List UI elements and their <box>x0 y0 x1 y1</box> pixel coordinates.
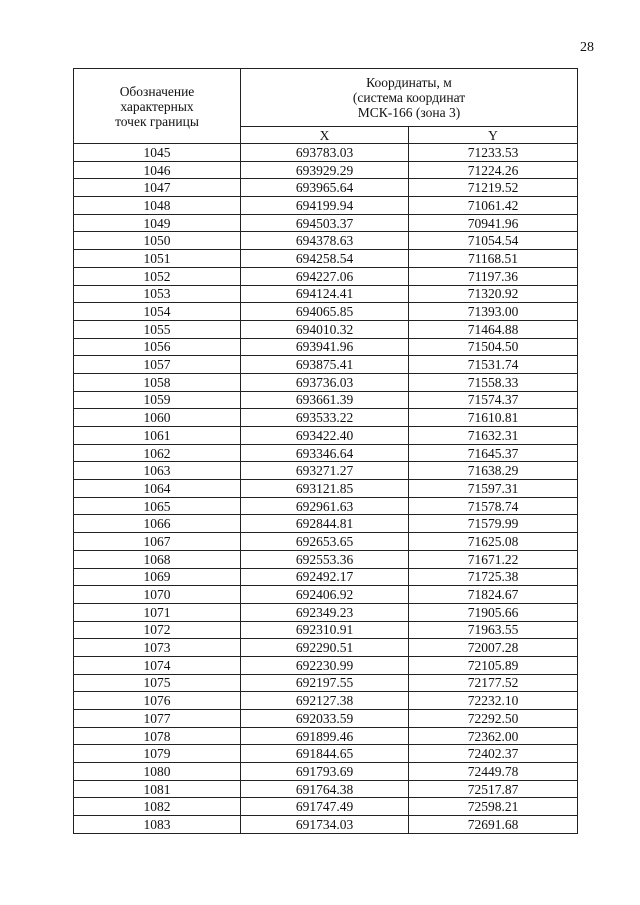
table-row <box>74 780 578 798</box>
point-id-cell: 1046 <box>74 161 241 179</box>
x-coordinate-cell: 692127.38 <box>241 692 409 710</box>
table-body <box>74 144 578 834</box>
table-row <box>74 232 578 250</box>
point-id-cell: 1068 <box>74 550 241 568</box>
table-row <box>74 656 578 674</box>
point-id-cell: 1069 <box>74 568 241 586</box>
y-coordinate-cell: 71233.53 <box>409 144 578 162</box>
table-row <box>74 427 578 445</box>
point-id-cell: 1051 <box>74 250 241 268</box>
x-coordinate-cell: 693533.22 <box>241 409 409 427</box>
x-coordinate-cell: 691899.46 <box>241 727 409 745</box>
y-coordinate-cell: 71061.42 <box>409 197 578 215</box>
point-id-cell: 1050 <box>74 232 241 250</box>
table-row <box>74 480 578 498</box>
y-coordinate-cell: 72691.68 <box>409 816 578 834</box>
y-coordinate-cell: 71574.37 <box>409 391 578 409</box>
y-coordinate-cell: 71464.88 <box>409 320 578 338</box>
table-row <box>74 639 578 657</box>
table-row <box>74 603 578 621</box>
x-coordinate-cell: 694378.63 <box>241 232 409 250</box>
page-number: 28 <box>580 40 594 55</box>
y-coordinate-cell: 71597.31 <box>409 480 578 498</box>
x-coordinate-cell: 692406.92 <box>241 586 409 604</box>
coord-header-line: МСК-166 (зона 3) <box>357 105 461 120</box>
x-coordinate-cell: 691764.38 <box>241 780 409 798</box>
point-id-cell: 1063 <box>74 462 241 480</box>
x-coordinate-cell: 692492.17 <box>241 568 409 586</box>
point-id-cell: 1057 <box>74 356 241 374</box>
x-coordinate-cell: 693965.64 <box>241 179 409 197</box>
coord-header-line: (система координат <box>352 90 466 105</box>
point-id-cell: 1053 <box>74 285 241 303</box>
y-coordinate-cell: 71578.74 <box>409 497 578 515</box>
y-coordinate-cell: 71632.31 <box>409 427 578 445</box>
point-id-cell: 1059 <box>74 391 241 409</box>
point-header-line: характерных <box>120 98 194 114</box>
y-coordinate-cell: 71824.67 <box>409 586 578 604</box>
point-header-line: точек границы <box>115 113 199 129</box>
y-coordinate-cell: 72292.50 <box>409 710 578 728</box>
point-id-cell: 1056 <box>74 338 241 356</box>
x-coordinate-cell: 693941.96 <box>241 338 409 356</box>
coordinates-table <box>73 68 578 834</box>
x-coordinate-cell: 692844.81 <box>241 515 409 533</box>
table-row <box>74 798 578 816</box>
x-coordinate-cell: 692290.51 <box>241 639 409 657</box>
y-coordinate-cell: 71625.08 <box>409 533 578 551</box>
y-coordinate-cell: 72105.89 <box>409 656 578 674</box>
table-row <box>74 444 578 462</box>
point-id-cell: 1062 <box>74 444 241 462</box>
x-coordinate-cell: 693422.40 <box>241 427 409 445</box>
point-id-cell: 1052 <box>74 267 241 285</box>
point-id-cell: 1049 <box>74 214 241 232</box>
x-coordinate-cell: 694065.85 <box>241 303 409 321</box>
x-coordinate-cell: 692553.36 <box>241 550 409 568</box>
table-row <box>74 533 578 551</box>
table-row <box>74 409 578 427</box>
y-coordinate-cell: 71320.92 <box>409 285 578 303</box>
y-coordinate-cell: 71197.36 <box>409 267 578 285</box>
table-row <box>74 250 578 268</box>
point-id-cell: 1045 <box>74 144 241 162</box>
x-coordinate-cell: 692310.91 <box>241 621 409 639</box>
coord-header-line: Координаты, м <box>366 75 452 90</box>
y-coordinate-cell: 72517.87 <box>409 780 578 798</box>
table-row <box>74 356 578 374</box>
table-row <box>74 267 578 285</box>
table-row <box>74 320 578 338</box>
y-coordinate-cell: 71905.66 <box>409 603 578 621</box>
y-coordinate-cell: 72449.78 <box>409 763 578 781</box>
point-id-cell: 1047 <box>74 179 241 197</box>
point-id-cell: 1073 <box>74 639 241 657</box>
coordinates-header <box>241 69 578 127</box>
point-id-cell: 1061 <box>74 427 241 445</box>
x-coordinate-cell: 694258.54 <box>241 250 409 268</box>
y-coordinate-cell: 71558.33 <box>409 373 578 391</box>
point-id-cell: 1081 <box>74 780 241 798</box>
point-header-line: Обозначение <box>119 83 195 99</box>
point-id-cell: 1074 <box>74 656 241 674</box>
y-coordinate-cell: 72402.37 <box>409 745 578 763</box>
point-id-cell: 1054 <box>74 303 241 321</box>
table-row <box>74 763 578 781</box>
point-id-cell: 1080 <box>74 763 241 781</box>
point-id-cell: 1070 <box>74 586 241 604</box>
table-row <box>74 515 578 533</box>
y-coordinate-cell: 71645.37 <box>409 444 578 462</box>
table-row <box>74 586 578 604</box>
x-coordinate-cell: 693929.29 <box>241 161 409 179</box>
y-coordinate-cell: 71638.29 <box>409 462 578 480</box>
x-coordinate-cell: 693271.27 <box>241 462 409 480</box>
y-coordinate-cell: 71219.52 <box>409 179 578 197</box>
x-coordinate-cell: 694199.94 <box>241 197 409 215</box>
x-coordinate-cell: 693875.41 <box>241 356 409 374</box>
table-row <box>74 550 578 568</box>
point-id-cell: 1077 <box>74 710 241 728</box>
table-row <box>74 373 578 391</box>
table-row <box>74 710 578 728</box>
table-row <box>74 462 578 480</box>
table-row <box>74 816 578 834</box>
y-coordinate-cell: 70941.96 <box>409 214 578 232</box>
point-id-cell: 1076 <box>74 692 241 710</box>
table-row <box>74 391 578 409</box>
x-coordinate-cell: 694503.37 <box>241 214 409 232</box>
y-coordinate-cell: 72177.52 <box>409 674 578 692</box>
x-coordinate-cell: 694010.32 <box>241 320 409 338</box>
point-id-cell: 1067 <box>74 533 241 551</box>
table-row <box>74 197 578 215</box>
y-coordinate-cell: 71963.55 <box>409 621 578 639</box>
table-row <box>74 338 578 356</box>
point-id-cell: 1065 <box>74 497 241 515</box>
x-coordinate-cell: 693661.39 <box>241 391 409 409</box>
y-coordinate-cell: 72598.21 <box>409 798 578 816</box>
table-row <box>74 144 578 162</box>
y-coordinate-cell: 72007.28 <box>409 639 578 657</box>
x-column-header: X <box>241 127 409 144</box>
x-coordinate-cell: 692961.63 <box>241 497 409 515</box>
point-id-cell: 1071 <box>74 603 241 621</box>
table-row <box>74 727 578 745</box>
table-row <box>74 179 578 197</box>
y-coordinate-cell: 71504.50 <box>409 338 578 356</box>
point-id-cell: 1064 <box>74 480 241 498</box>
x-coordinate-cell: 694227.06 <box>241 267 409 285</box>
y-coordinate-cell: 72362.00 <box>409 727 578 745</box>
point-id-cell: 1048 <box>74 197 241 215</box>
x-coordinate-cell: 691734.03 <box>241 816 409 834</box>
x-coordinate-cell: 694124.41 <box>241 285 409 303</box>
point-id-cell: 1078 <box>74 727 241 745</box>
x-coordinate-cell: 692349.23 <box>241 603 409 621</box>
point-id-cell: 1075 <box>74 674 241 692</box>
table-row <box>74 303 578 321</box>
table-row <box>74 692 578 710</box>
table-row <box>74 621 578 639</box>
y-coordinate-cell: 71671.22 <box>409 550 578 568</box>
x-coordinate-cell: 693346.64 <box>241 444 409 462</box>
y-coordinate-cell: 71224.26 <box>409 161 578 179</box>
point-designation-header <box>74 69 241 144</box>
y-coordinate-cell: 71610.81 <box>409 409 578 427</box>
y-coordinate-cell: 71393.00 <box>409 303 578 321</box>
point-id-cell: 1079 <box>74 745 241 763</box>
table-row <box>74 674 578 692</box>
x-coordinate-cell: 693736.03 <box>241 373 409 391</box>
point-id-cell: 1072 <box>74 621 241 639</box>
y-coordinate-cell: 71531.74 <box>409 356 578 374</box>
table-row <box>74 161 578 179</box>
x-coordinate-cell: 692197.55 <box>241 674 409 692</box>
point-id-cell: 1066 <box>74 515 241 533</box>
x-coordinate-cell: 692033.59 <box>241 710 409 728</box>
point-id-cell: 1058 <box>74 373 241 391</box>
point-id-cell: 1055 <box>74 320 241 338</box>
y-coordinate-cell: 71168.51 <box>409 250 578 268</box>
x-coordinate-cell: 692230.99 <box>241 656 409 674</box>
y-coordinate-cell: 71579.99 <box>409 515 578 533</box>
table-row <box>74 568 578 586</box>
table-row <box>74 214 578 232</box>
x-coordinate-cell: 691844.65 <box>241 745 409 763</box>
x-coordinate-cell: 693783.03 <box>241 144 409 162</box>
x-coordinate-cell: 691747.49 <box>241 798 409 816</box>
x-coordinate-cell: 692653.65 <box>241 533 409 551</box>
point-id-cell: 1060 <box>74 409 241 427</box>
table-row <box>74 497 578 515</box>
table-row <box>74 285 578 303</box>
y-coordinate-cell: 71725.38 <box>409 568 578 586</box>
table-row <box>74 745 578 763</box>
y-column-header: Y <box>409 127 578 144</box>
point-id-cell: 1082 <box>74 798 241 816</box>
y-coordinate-cell: 71054.54 <box>409 232 578 250</box>
x-coordinate-cell: 691793.69 <box>241 763 409 781</box>
x-coordinate-cell: 693121.85 <box>241 480 409 498</box>
y-coordinate-cell: 72232.10 <box>409 692 578 710</box>
point-id-cell: 1083 <box>74 816 241 834</box>
